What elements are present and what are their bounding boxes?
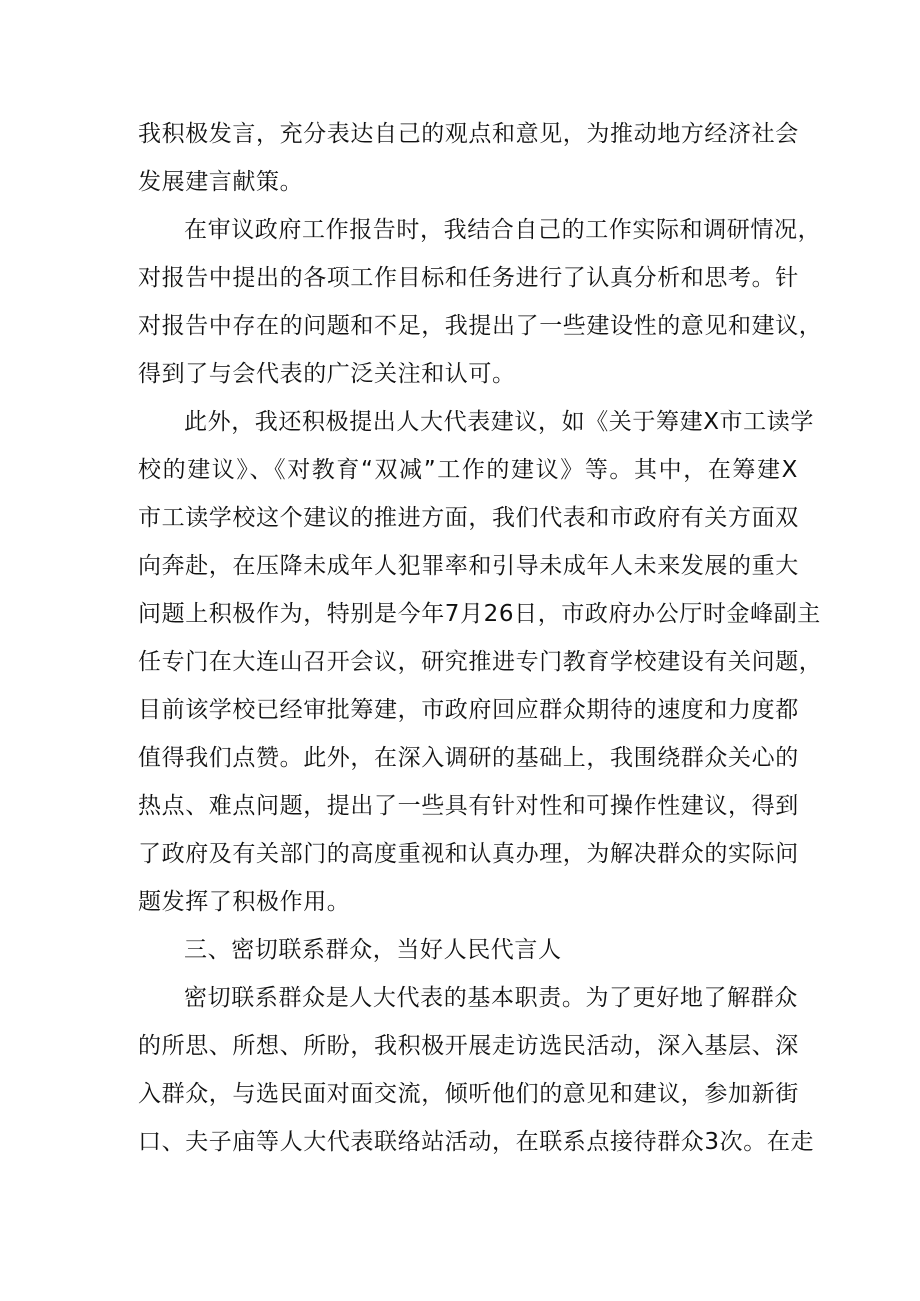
text-line: 了政府及有关部门的高度重视和认真办理，为解决群众的实际问 bbox=[138, 841, 799, 867]
text-line: 任专门在大连山召开会议，研究推进专门教育学校建设有关问题， bbox=[138, 649, 823, 675]
text-line: 口、夫子庙等人大代表联络站活动，在联系点接待群众3次。在走 bbox=[138, 1129, 815, 1155]
paragraph-start-line: 在审议政府工作报告时，我结合自己的工作实际和调研情况， bbox=[184, 217, 822, 243]
text-line: 目前该学校已经审批筹建，市政府回应群众期待的速度和力度都 bbox=[138, 697, 799, 723]
paragraph-start-line: 此外，我还积极提出人大代表建议，如《关于筹建X市工读学 bbox=[184, 409, 814, 435]
text-line: 对报告中存在的问题和不足，我提出了一些建设性的意见和建议， bbox=[138, 313, 823, 339]
text-line: 得到了与会代表的广泛关注和认可。 bbox=[138, 361, 516, 387]
document-body bbox=[138, 110, 823, 1166]
text-line: 值得我们点赞。此外，在深入调研的基础上，我围绕群众关心的 bbox=[138, 745, 799, 771]
section-heading: 三、密切联系群众，当好人民代言人 bbox=[184, 937, 562, 963]
text-line: 发展建言献策。 bbox=[138, 169, 304, 195]
text-line: 向奔赴，在压降未成年人犯罪率和引导未成年人未来发展的重大 bbox=[138, 553, 799, 579]
text-line: 市工读学校这个建议的推进方面，我们代表和市政府有关方面双 bbox=[138, 505, 799, 531]
text-line: 我积极发言，充分表达自己的观点和意见，为推动地方经济社会 bbox=[138, 121, 799, 147]
text-line: 入群众，与选民面对面交流，倾听他们的意见和建议，参加新街 bbox=[138, 1081, 799, 1107]
text-line: 题发挥了积极作用。 bbox=[138, 889, 351, 915]
text-line: 热点、难点问题，提出了一些具有针对性和可操作性建议，得到 bbox=[138, 793, 799, 819]
text-line: 问题上积极作为，特别是今年7月26日，市政府办公厅时金峰副主 bbox=[138, 601, 821, 627]
text-line: 对报告中提出的各项工作目标和任务进行了认真分析和思考。针 bbox=[138, 265, 799, 291]
text-line: 校的建议》、《对教育“双减”工作的建议》等。其中，在筹建X bbox=[138, 457, 798, 483]
paragraph-start-line: 密切联系群众是人大代表的基本职责。为了更好地了解群众 bbox=[184, 985, 798, 1011]
text-line: 的所思、所想、所盼，我积极开展走访选民活动，深入基层、深 bbox=[138, 1033, 799, 1059]
